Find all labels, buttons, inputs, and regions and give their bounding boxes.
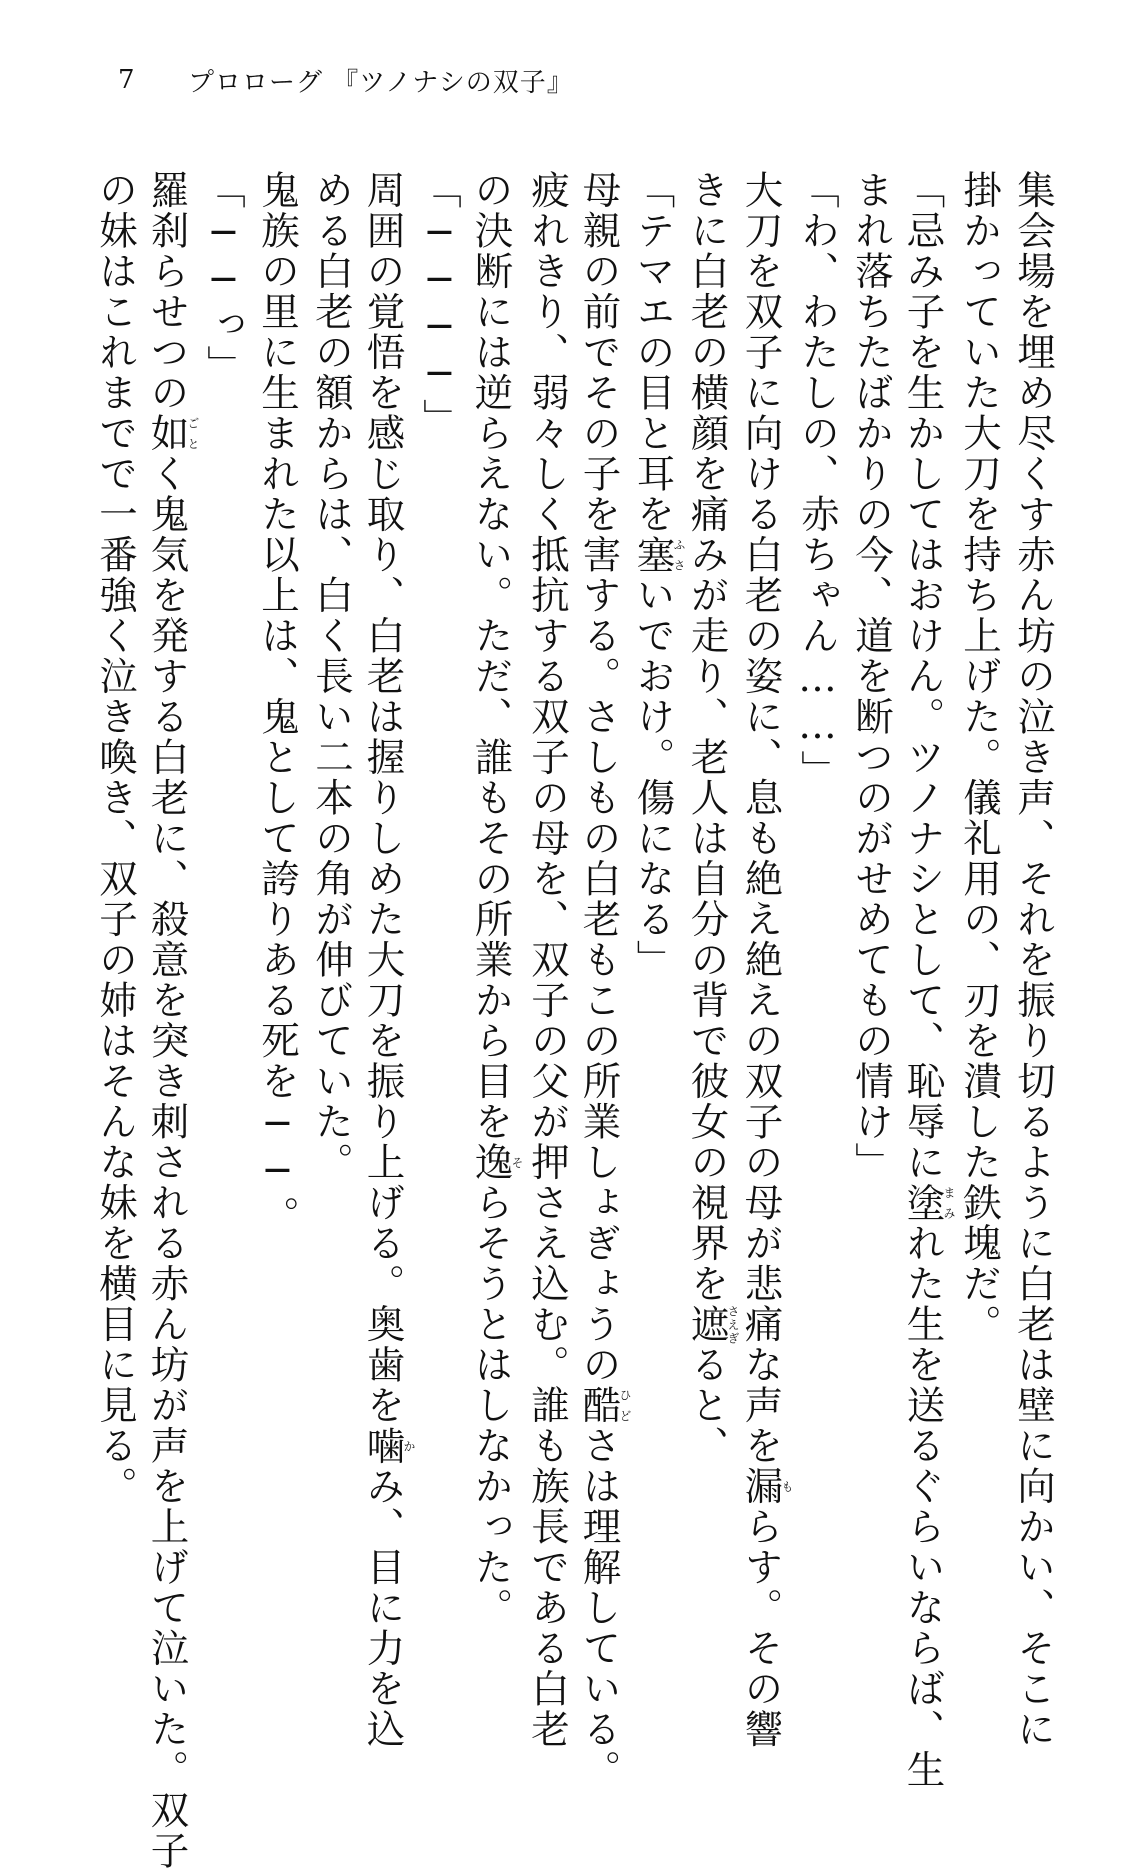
text-line: 鬼族の里に生まれた以上は、鬼として誇りある死を──。: [255, 170, 300, 1236]
furigana-reading: さえぎ: [726, 1304, 740, 1345]
furigana-reading: か: [402, 1425, 416, 1466]
page-header: [118, 60, 574, 100]
text-line: の決断には逆らえない。ただ、誰もその所業から目を逸そらそうとはしなかった。: [468, 170, 524, 1628]
text-line: 周囲の覚悟を感じ取り、白老は握りしめた大刀を振り上げる。奥歯を噛かみ、目に力を込: [360, 170, 416, 1750]
furigana-reading: ひど: [618, 1385, 632, 1426]
furigana-reading: まみ: [942, 1182, 956, 1223]
furigana-word: 逸そ: [468, 1142, 524, 1183]
furigana-word: 如ごと: [144, 413, 200, 454]
furigana-word: 噛か: [360, 1425, 416, 1466]
text-line: 集会場を埋め尽くす赤ん坊の泣き声、それを振り切るように白老は壁に向かい、そこに: [1011, 170, 1056, 1750]
text-line: 掛かっていた大刀を持ち上げた。儀礼用の、刃を潰した鉄塊だ。: [957, 170, 1002, 1345]
furigana-word: 塞ふさ: [630, 534, 686, 575]
text-line: 「わ、わたしの、赤ちゃん……」: [795, 170, 840, 791]
text-line: の妹はこれまでで一番強く泣き喚き、双子の姉はそんな妹を横目に見る。: [93, 170, 138, 1507]
furigana-reading: ふさ: [672, 534, 686, 575]
text-line: 「忌み子を生かしてはおけん。ツノナシとして、恥辱に塗まみれた生を送るぐらいならば、生: [900, 170, 956, 1790]
chapter-title: プロローグ 『ツノナシの双子』: [188, 67, 574, 98]
text-line: 大刀を双子に向ける白老の姿に、息も絶え絶えの双子の母が悲痛な声を漏もらす。その響: [738, 170, 794, 1750]
text-line: 「────」: [417, 170, 462, 439]
furigana-word: 塗まみ: [900, 1182, 956, 1223]
furigana-word: 遮さえぎ: [684, 1304, 740, 1345]
text-line: める白老の額からは、白く長い二本の角が伸びていた。: [309, 170, 354, 1183]
text-line: 「──っ」: [201, 170, 246, 386]
furigana-word: 酷ひど: [576, 1385, 632, 1426]
text-line: 羅刹らせつの如ごとく鬼気を発する白老に、殺意を突き刺される赤ん坊が声を上げて泣いた。双子: [144, 170, 200, 1871]
furigana-reading: も: [780, 1466, 794, 1507]
text-line: まれ落ちたばかりの今、道を断つのがせめてもの情け」: [849, 170, 894, 1183]
text-line: 疲れきり、弱々しく抵抗する双子の母を、双子の父が押さえ込む。誰も族長である白老: [525, 170, 570, 1750]
vertical-body-text: [93, 170, 1063, 1871]
text-line: 「テマエの目と耳を塞ふさいでおけ。傷になる」: [630, 170, 686, 980]
text-line: 母親の前でその子を害する。さしもの白老もこの所業しょぎょうの酷ひどさは理解している。: [576, 170, 632, 1790]
page-number: 7: [118, 65, 136, 95]
furigana-word: 漏も: [738, 1466, 794, 1507]
furigana-reading: ごと: [186, 413, 200, 454]
furigana-reading: そ: [510, 1142, 524, 1183]
text-line: きに白老の横顔を痛みが走り、老人は自分の背で彼女の視界を遮さえぎると、: [684, 170, 740, 1466]
